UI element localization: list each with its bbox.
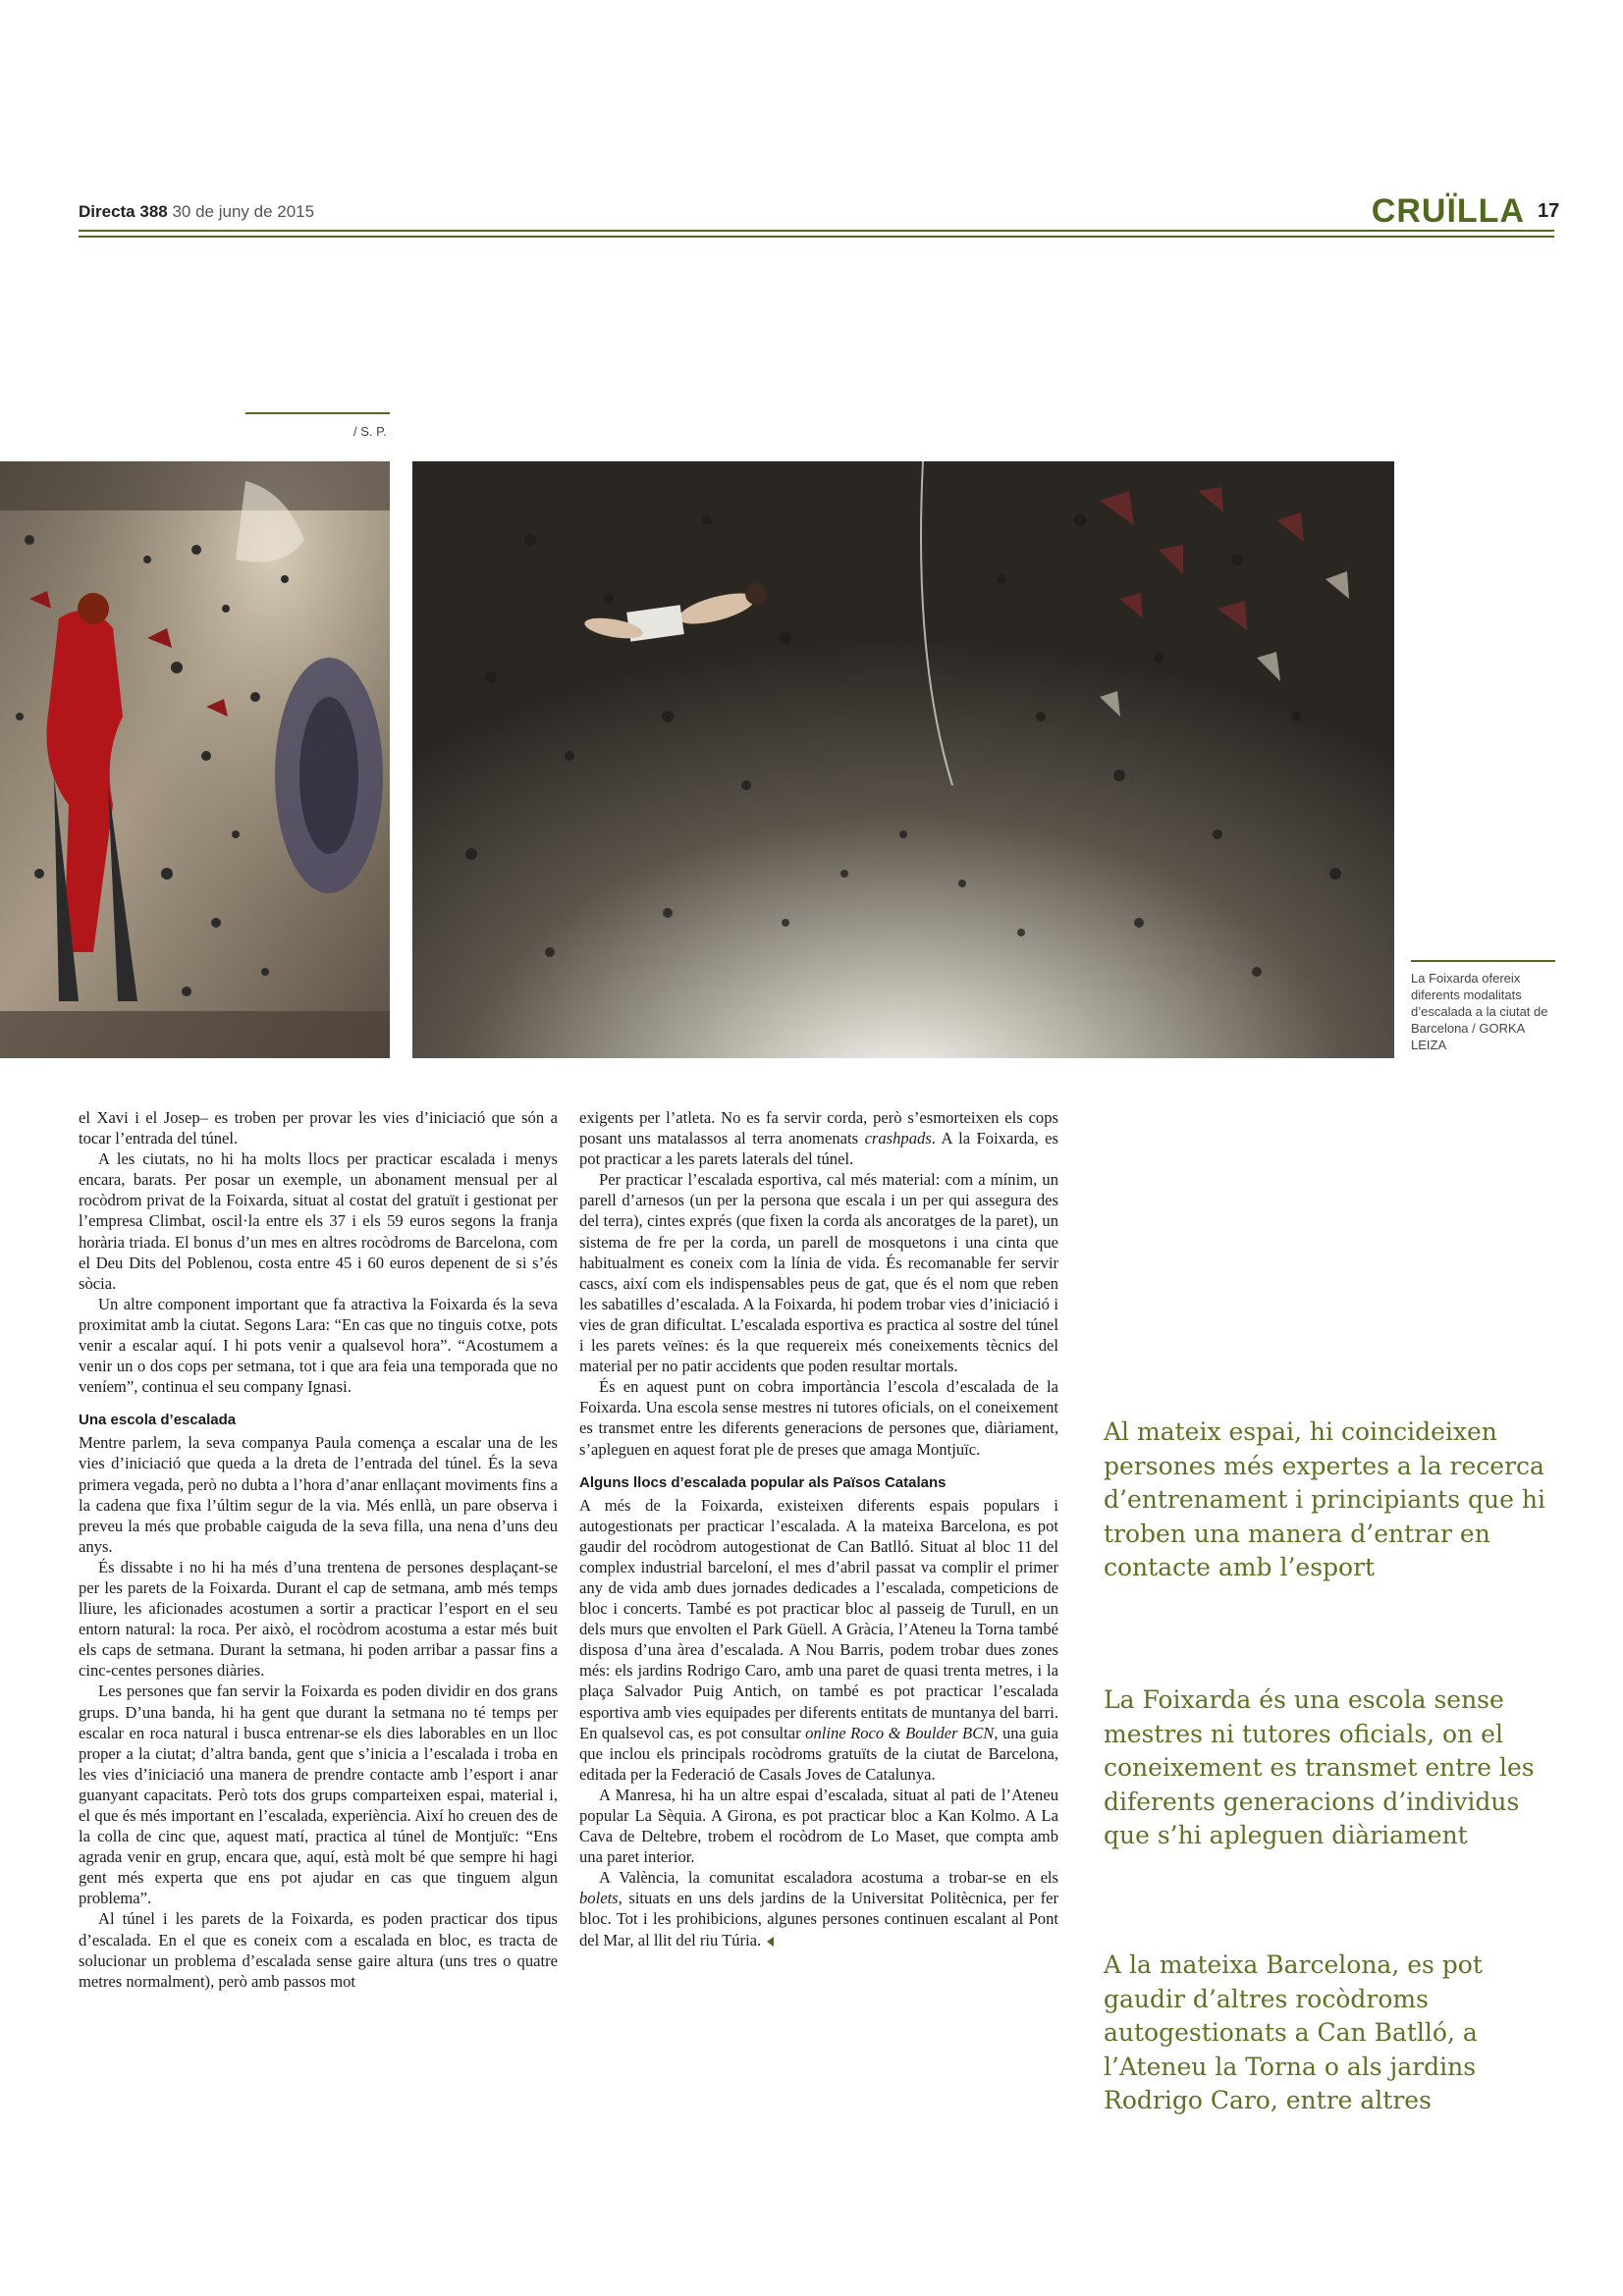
credit-rule [245,412,390,414]
subheading-escola: Una escola d’escalada [79,1412,237,1429]
paragraph: Mentre parlem, la seva companya Paula comença a escalar una de les vies d’iniciació que queda a la dreta de l’entrada del túnel. És la seva primera vegada, però no dubta a l’hora d’anar enllaçant moviments fins a la cadena que fixa l’últim segur de la via. Més enllà, un pare observa i preveu la més que probable caiguda de la seva filla, una nena d’uns deu anys. [79,1433,558,1556]
photo-climbing-wall-left [0,461,390,1058]
publication-header [79,202,314,222]
caption-rule [1411,960,1555,962]
text-run: A més de la Foixarda, existeixen diferents espais populars i autogestionats per practicar l’escalada. A la mateixa Barcelona, es pot gaudir del rocòdrom autogestionat de Can Batlló. Situat al bloc 11 del complex industrial barceloní, el mes d’abril passat va complir el primer any de vida amb dues jornades dedicades a l’escalada, competicions de bloc i concerts. També es pot practicar bloc al passeig de Turull, en un dels murs que envolten el Park Güell. A Gràcia, l’Ateneu la Torna també disposa d’una àrea d’escalada. A Nou Barris, podem trobar dues zones més: els jardins Rodrigo Caro, amb una paret de quasi trenta metres, i la plaça Salvador Puig Antich, on també es pot practicar l’escalada esportiva amb vies equipades per diferents entitats de muntanya del barri. En qualsevol cas, es pot consultar [579,1495,1058,1742]
publication-date: 30 de juny de 2015 [172,202,315,221]
header-rule-top [79,230,1554,232]
paragraph: el Xavi i el Josep– es troben per provar les vies d’iniciació que són a tocar l’entrada del túnel. [79,1108,558,1148]
photo-caption-right: La Foixarda ofereix diferents modalitats d’escalada a la ciutat de Barcelona / GORKA LEIZA [1411,971,1548,1052]
climbing-wall-image [0,461,390,1058]
photo-credit-left: / S. P. [353,424,387,439]
italic-term: bolets [579,1889,619,1908]
paragraph [579,1107,1058,1169]
publication-name: Directa 388 [79,202,168,221]
article-column-1 [79,1107,558,1992]
tunnel-climb-image [412,461,1394,1058]
paragraph: Les persones que fan servir la Foixarda es poden dividir en dos grans grups. D’una banda, hi ha gent que durant la setmana no té temps per escalar en roca natural i busca entrenar-se els dies laborables en un lloc proper a la ciutat; d’altra banda, gent que s’inicia a l’escalada i troba en les vies d’iniciació una manera de prendre contacte amb l’esport i anar guanyant capacitats. Però tots dos grups comparteixen espai, material i, el que és més important en l’escalada, experiència. Així ho creuen des de la colla de cinc que, aquest matí, practica al túnel de Montjuïc: “Ens agrada venir en grup, encara que, aquí, està molt bé que sempre hi hagi gent més experta que ens pot ajudar en cas que tinguem algun problema”. [79,1682,558,1908]
paragraph [579,1867,1058,1949]
article-column-2 [579,1107,1058,1950]
italic-term: online Roco & Boulder BCN [805,1723,995,1742]
pull-quote-2: La Foixarda és una escola sense mestres ni tutores oficials, on el coneixement es transmet entre les diferents generacions d’individus que s’hi apleguen diàriament [1104,1685,1535,1850]
section-title: CRUÏLLA [1371,192,1525,230]
paragraph: A les ciutats, no hi ha molts llocs per practicar escalada i menys encara, barats. Per posar un exemple, un abonament mensual per al rocòdrom privat de la Foixarda, situat al costat del gratuït i gestionat per l’empresa Climbat, oscil·la entre els 37 i els 59 euros segons la franja horària triada. El bonus d’un mes en altres rocòdroms de Barcelona, com el Deu Dits del Poblenou, costa entre 45 i 60 euros depenent de si s’és sòcia. [79,1149,558,1293]
header-rule-bottom [79,236,1554,238]
end-mark-icon [767,1937,774,1947]
paragraph [579,1495,1058,1785]
paragraph: És dissabte i no hi ha més d’una trentena de persones desplaçant-se per les parets de la Foixarda. Durant el cap de setmana, amb més temps lliure, les aficionades acostumen a sortir a practicar l’esport en el seu entorn natural: la roca. Per això, el rocòdrom acostuma a estar més buit els caps de setmana. Durant la setmana, hi poden arribar a passar fins a cinc-centes persones diàries. [79,1557,558,1681]
paragraph: Un altre component important que fa atractiva la Foixarda és la seva proximitat amb la ciutat. Segons Lara: “En cas que no tinguis cotxe, pots venir a escalar aquí. I hi pots venir a qualsevol hora”. “Acostumem a venir un o dos cops per setmana, tot i que ara feia una temporada que no veníem”, continua el seu company Ignasi. [79,1294,558,1397]
text-run: A València, la comunitat escaladora acostuma a trobar-se en els [599,1868,1058,1888]
text-run: , situats en uns dels jardins de la Universitat Politècnica, per fer bloc. Tot i les prohibicions, algunes persones continuen escalant al Pont del Mar, al llit del riu Túria. [579,1889,1058,1949]
page-number: 17 [1538,200,1560,222]
text-run: exigents per l’atleta. No es fa servir corda, però s’esmorteixen els cops posant uns matalassos al terra anomenats [579,1108,1058,1148]
paragraph: Per practicar l’escalada esportiva, cal més material: com a mínim, un parell d’arnesos (un per la persona que escala i un per qui assegura des del terra), cintes exprés (que fixen la corda als ancoratges de la paret), un sistema de fre per la corda, un parell de mosquetons i una cinta que habitualment es coneix com la línia de vida. És recomanable fer servir cascs, així com els indispensables peus de gat, que és el nom que reben les sabatilles d’escalada. A la Foixarda, hi podem trobar vies d’iniciació i vies de gran dificultat. L’escalada esportiva es practica al sostre del túnel i les parets veïnes: és la que requereix més coneixements tècnics del material per no patir accidents que poden resultar mortals. [579,1170,1058,1376]
paragraph: És en aquest punt on cobra importància l’escola d’escalada de la Foixarda. Una escola sense mestres ni tutores oficials, on el coneixement es transmet entre les diferents generacions de persones que, diàriament, s’apleguen en aquest forat ple de preses que amaga Montjuïc. [579,1377,1058,1459]
photo-tunnel-climb-right [412,461,1394,1058]
text-run: . A la Foixarda, es pot practicar a les parets laterals del túnel. [579,1129,1058,1169]
pull-quote-3: A la mateixa Barcelona, es pot gaudir d’altres rocòdroms autogestionats a Can Batlló, a l’Ateneu la Torna o als jardins Rodrigo Caro, entre altres [1104,1950,1483,2115]
paragraph: A Manresa, hi ha un altre espai d’escalada, situat al pati de l’Ateneu popular La Sèquia. A Girona, es pot practicar bloc a Kan Kolmo. A La Cava de Deltebre, trobem el rocòdrom de Lo Maset, que compta amb una paret interior. [579,1785,1058,1867]
subheading-llocs: Alguns llocs d’escalada popular als Països Catalans [579,1473,947,1491]
text-run: , una guia que inclou els principals rocòdroms gratuïts de la ciutat de Barcelona, editada per la Federació de Casals Joves de Catalunya. [579,1723,1058,1784]
italic-term: crashpads [864,1129,932,1148]
paragraph: Al túnel i les parets de la Foixarda, es poden practicar dos tipus d’escalada. En el que es coneix com a escalada en bloc, es tracta de solucionar un problema d’escalada sense gaire altura (uns tres o quatre metres normalment), però amb passos mot [79,1909,558,1991]
pull-quote-1: Al mateix espai, hi coincideixen persones més expertes a la recerca d’entrenament i principiants que hi troben una manera d’entrar en contacte amb l’esport [1104,1417,1545,1582]
